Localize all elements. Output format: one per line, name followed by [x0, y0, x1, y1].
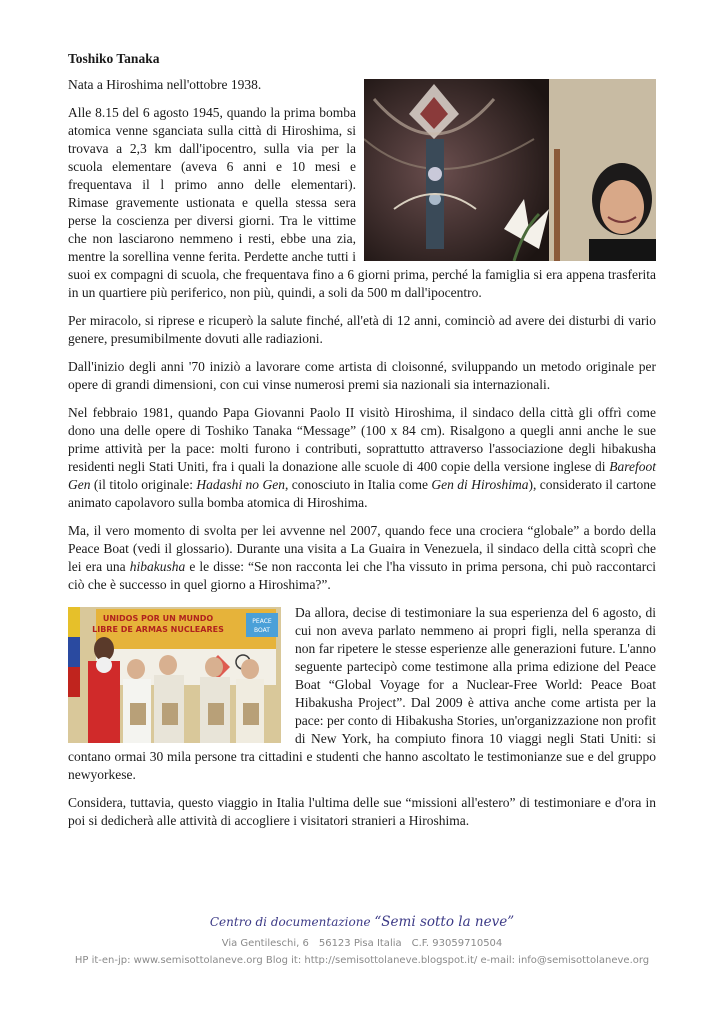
paragraph-cloisonne: Dall'inizio degli anni '70 iniziò a lavorare come artista di cloisonné, sviluppando un metodo originale per opere di grandi dimensioni, con cui vinse numerosi premi sia nazionali sia internazionali.	[68, 359, 656, 392]
portrait-photo	[364, 79, 656, 261]
footer-org-name: “Semi sotto la neve”	[374, 914, 515, 930]
portrait-image	[364, 79, 656, 261]
footer-address: Via Gentileschi, 6 56123 Pisa Italia C.F. 93059710504	[221, 938, 503, 949]
paragraph-bombing: Alle 8.15 del 6 agosto 1945, quando la prima bomba atomica venne sganciata sulla città di Hiroshima, si trovava a 2,3 km dall'ipocentro, sulla via per la scuola elementare (aveva 6 anni e 10 mesi e frequentava il l primo anno delle elementari). Rimase gravemente ustionata e quella stessa sera perse la coscienza per diversi giorni. Tra le vittime che non lasciarono nemmeno i resti, ebbe una zia, mentre la sorellina venne ferita. Perdette anche tutti i suoi ex compagni di scuola, che frequentava fino a 6 giorni prima, perché la famiglia si era appena trasferita in un quartiere più periferico, non più, quindi, a soli da 500 m dall'ipocentro.	[68, 105, 656, 300]
paragraph-testimony: Da allora, decise di testimoniare la sua esperienza del 6 agosto, di cui non aveva parlato nemmeno ai propri figli, nella speranza di non far ripetere le stesse esperienze alle generazioni future. L'anno seguente partecipò come testimone alla prima edizione del Peace Boat “Global Voyage for a Nuclear-Free World: Peace Boat Hibakusha Project”. Dal 2009 è attiva anche come artista per la pace: per conto di Hibakusha Stories, un'organizzazione non profit di New York, ha compiuto finora 10 viaggi negli Stati Uniti: si contano ormai 30 mila persone tra cittadini e studenti che hanno ascoltato le testimonianze sue e del gruppo newyorkese.	[68, 605, 656, 782]
footer-links: HP it-en-jp: www.semisottolaneve.org Blog it: http://semisottolaneve.blogspot.it/ e-mail: info@semisottolaneve.org	[74, 955, 650, 966]
article-title: Toshiko Tanaka	[68, 51, 160, 66]
footer-org	[0, 914, 724, 930]
paragraph-turning-point: Ma, il vero momento di svolta per lei avvenne nel 2007, quando fece una crociera “globale” a bordo della Peace Boat (vedi il glossario). Durante una visita a La Guaira in Venezuela, il sindaco della città scoprì che lei era una hibakusha e le disse: “Se non racconta lei che l'ha vissuto in prima persona, chi può raccontarci ciò che è successo in quel giorno a Hiroshima?”.	[68, 523, 656, 592]
banner-line-2: LIBRE DE ARMAS NUCLEARES	[92, 625, 224, 634]
paragraph-last-mission: Considera, tuttavia, questo viaggio in Italia l'ultima delle sue “missioni all'estero” di testimoniare e d'ora in poi si dedicherà alle attività di accogliere i visitatori stranieri a Hiroshima.	[68, 795, 656, 828]
group-image	[68, 607, 281, 743]
banner-line-1: UNIDOS POR UN MUNDO	[102, 614, 214, 623]
group-photo	[68, 607, 281, 743]
article	[68, 50, 656, 840]
banner-boat: BOAT	[254, 627, 270, 634]
paragraph-health: Per miracolo, si riprese e ricuperò la salute finché, all'età di 12 anni, cominciò ad avere dei disturbi di vario genere, presumibilmente dovuti alle radiazioni.	[68, 313, 656, 346]
paragraph-birth: Nata a Hiroshima nell'ottobre 1938.	[68, 77, 262, 92]
paragraph-peace-activities: Nel febbraio 1981, quando Papa Giovanni Paolo II visitò Hiroshima, il sindaco della città gli offrì come dono una delle opere di Toshiko Tanaka “Message” (100 x 84 cm). Risalgono a quegli anni anche le sue prime attività per la pace: molti furono i contributi, soprattutto attraverso l'associazione degli hibakusha residenti negli Stati Uniti, fra i quali la donazione alle scuole di 400 copie della versione inglese di Barefoot Gen (il titolo originale: Hadashi no Gen, conosciuto in Italia come Gen di Hiroshima), considerato il cartone animato capolavoro sulla bomba atomica di Hiroshima.	[68, 405, 657, 510]
footer-org-prefix: Centro di documentazione	[209, 915, 375, 929]
banner-peace: PEACE	[252, 618, 272, 625]
